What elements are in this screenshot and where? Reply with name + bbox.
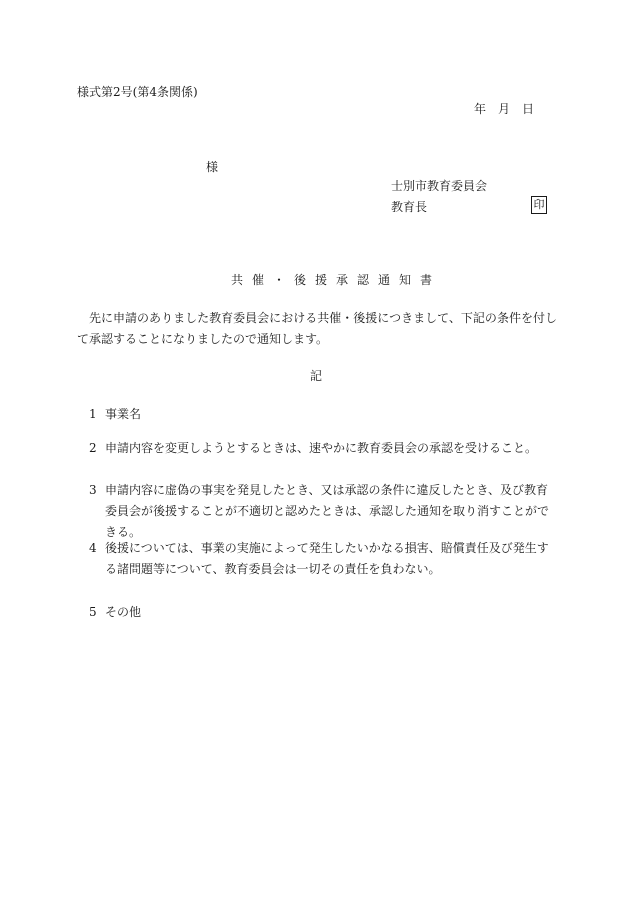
condition-text: その他: [105, 605, 142, 619]
condition-text: 申請内容に虚偽の事実を発見したとき、又は承認の条件に違反したとき、及び教育委員会が後援することが不適切と認めたときは、承認した通知を取り消すことができる。: [105, 483, 550, 539]
date-line: 年 月 日: [474, 102, 535, 116]
ki-marker: 記: [310, 369, 323, 383]
condition-text: 後援については、事業の実施によって発生したいかなる損害、賠償責任及び発生する諸問題等について、教育委員会は一切その責任を負わない。: [105, 541, 549, 576]
condition-number: 4: [89, 541, 97, 555]
condition-item: [89, 538, 559, 580]
condition-item: [89, 438, 559, 459]
seal-mark: 印: [531, 196, 547, 214]
condition-text: 申請内容を変更しようとするときは、速やかに教育委員会の承認を受けること。: [105, 441, 538, 455]
form-label: 様式第2号(第4条関係): [77, 85, 198, 99]
condition-number: 2: [89, 441, 97, 455]
condition-text: 事業名: [105, 407, 142, 421]
condition-item: [89, 480, 559, 543]
condition-item: [89, 404, 559, 425]
condition-number: 1: [89, 407, 97, 421]
document-title: 共催・後援承認通知書: [231, 273, 442, 287]
condition-number: 5: [89, 605, 97, 619]
issuer-title: 教育長: [391, 200, 428, 214]
addressee-suffix: 様: [206, 160, 219, 174]
issuer-organization: 士別市教育委員会: [391, 179, 488, 193]
condition-item: [89, 602, 559, 623]
intro-paragraph: 先に申請のありました教育委員会における共催・後援につきまして、下記の条件を付して承認することになりましたので通知します。: [77, 311, 557, 346]
condition-number: 3: [89, 483, 97, 497]
